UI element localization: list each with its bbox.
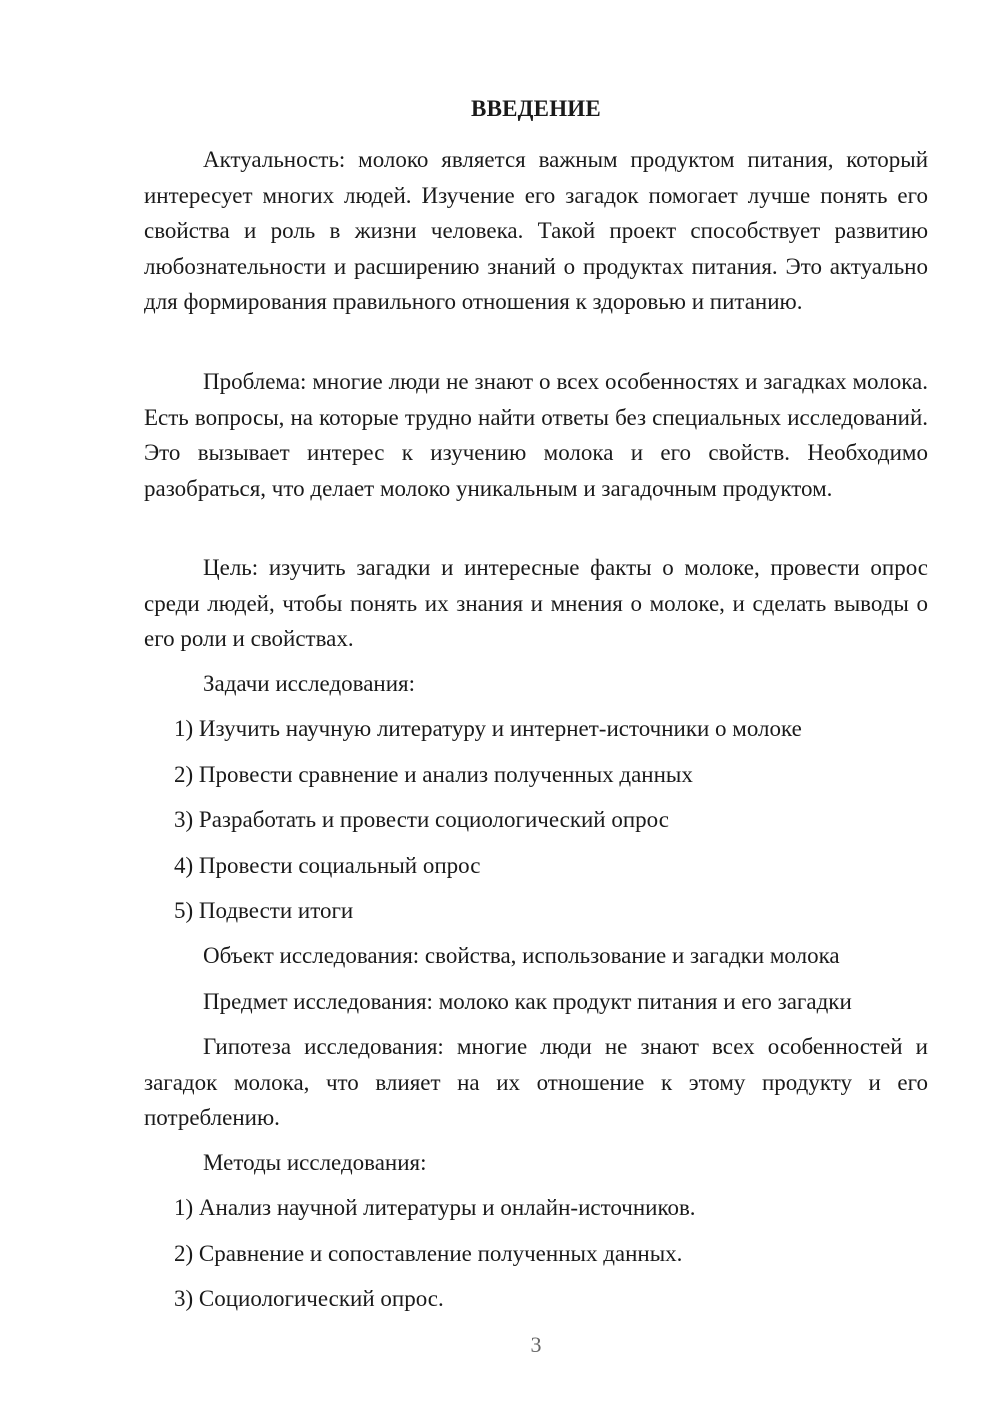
task-item-3: 3) Разработать и провести социологический опрос xyxy=(174,807,669,832)
hypothesis-paragraph: Гипотеза исследования: многие люди не знают всех особенностей и загадок молока, что влияет на их отношение к этому продукту и его потреблению. xyxy=(144,1034,928,1130)
methods-heading: Методы исследования: xyxy=(203,1150,427,1175)
task-item-4: 4) Провести социальный опрос xyxy=(174,853,481,878)
task-item-2: 2) Провести сравнение и анализ полученных данных xyxy=(174,762,693,787)
page-number: 3 xyxy=(530,1332,542,1357)
page-title: ВВЕДЕНИЕ xyxy=(471,96,601,121)
object-line: Объект исследования: свойства, использование и загадки молока xyxy=(203,943,840,968)
task-item-1: 1) Изучить научную литературу и интернет-источники о молоке xyxy=(174,716,802,741)
goal-paragraph: Цель: изучить загадки и интересные факты о молоке, провести опрос среди людей, чтобы понять их знания и мнения о молоке, и сделать выводы о его роли и свойствах. xyxy=(144,555,928,651)
method-item-3: 3) Социологический опрос. xyxy=(174,1286,444,1311)
method-item-1: 1) Анализ научной литературы и онлайн-источников. xyxy=(174,1195,696,1220)
tasks-heading: Задачи исследования: xyxy=(203,671,416,696)
subject-line: Предмет исследования: молоко как продукт питания и его загадки xyxy=(203,989,852,1014)
method-item-2: 2) Сравнение и сопоставление полученных данных. xyxy=(174,1241,683,1266)
problem-paragraph: Проблема: многие люди не знают о всех особенностях и загадках молока. Есть вопросы, на которые трудно найти ответы без специальных исследований. Это вызывает интерес к изучению молока и его свойств. Необходимо разобраться, что делает молоко уникальным и загадочным продуктом. xyxy=(144,369,928,501)
relevance-paragraph: Актуальность: молоко является важным продуктом питания, который интересует многих людей. Изучение его загадок помогает лучше понять его свойства и роль в жизни человека. Такой проект способствует развитию любознательности и расширению знаний о продуктах питания. Это актуально для формирования правильного отношения к здоровью и питанию. xyxy=(144,147,928,314)
task-item-5: 5) Подвести итоги xyxy=(174,898,354,923)
